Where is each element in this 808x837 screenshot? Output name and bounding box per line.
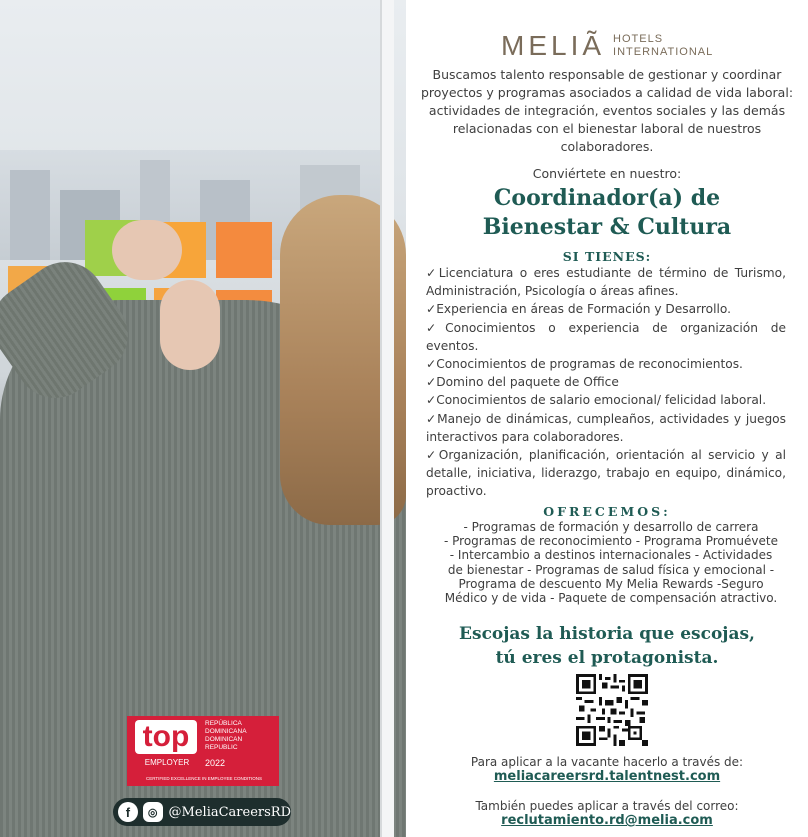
requirement-item: ✓Organización, planificación, orientación al servicio y al detalle, iniciativa, liderazgo, trabajo en equipo, dinámico, proactivo. — [426, 448, 786, 499]
role-title-line: Bienestar & Cultura — [482, 214, 732, 240]
email-link[interactable]: reclutamiento.rd@melia.com — [501, 813, 713, 828]
requirement-item: ✓Conocimientos o experiencia de organización de eventos. — [426, 320, 786, 353]
tagline-line: tú eres el protagonista. — [495, 648, 719, 668]
badge-country-line: REPUBLIC — [205, 744, 238, 751]
logo-subtitle — [613, 33, 713, 59]
offers-line: Médico y de vida - Paquete de compensación atractivo. — [444, 591, 778, 606]
facebook-icon[interactable]: f — [118, 802, 138, 822]
badge-country — [205, 720, 275, 752]
requirements-heading: SI TIENES: — [562, 249, 652, 264]
social-bar[interactable] — [113, 798, 291, 826]
badge-country-line: DOMINICANA — [205, 728, 247, 735]
sticky-note — [216, 222, 272, 278]
hand — [160, 280, 220, 370]
window-frame — [380, 0, 394, 837]
requirements-list — [426, 264, 786, 501]
requirement-item: ✓Licenciatura o eres estudiante de término de Turismo, Administración, Psicología o áreas afines. — [426, 266, 786, 299]
offers-line: Programa de descuento My Melia Rewards -Seguro — [458, 576, 764, 591]
badge-employer-text: EMPLOYER — [144, 758, 190, 767]
social-handle[interactable]: @MeliaCareersRD — [168, 804, 291, 820]
top-employer-badge — [127, 716, 279, 786]
offers-heading: OFRECEMOS: — [543, 504, 671, 519]
role-title-line: Coordinador(a) de — [493, 185, 721, 211]
logo-sub-line: HOTELS — [613, 33, 664, 45]
badge-year: 2022 — [205, 758, 226, 768]
offers-line: - Intercambio a destinos internacionales - Actividades — [449, 548, 773, 563]
requirement-item: ✓Conocimientos de programas de reconocimientos. — [426, 357, 743, 372]
logo-sub-line: INTERNATIONAL — [613, 46, 714, 58]
offers-list — [428, 520, 794, 605]
offers-line: de bienestar - Programas de salud física y emocional - — [447, 562, 775, 577]
instagram-icon[interactable]: ◎ — [143, 802, 163, 822]
become-text: Conviértete en nuestro: — [532, 166, 682, 181]
melia-logo — [501, 30, 713, 62]
offers-line: - Programas de reconocimiento - Programa Promuévete — [444, 534, 778, 549]
apply-link[interactable]: meliacareersrd.talentnest.com — [493, 769, 721, 784]
qr-code[interactable] — [576, 674, 648, 746]
badge-top-text: top — [135, 720, 197, 754]
apply-text: Para aplicar a la vacante hacerlo a través de: — [470, 755, 744, 769]
badge-country-line: REPÚBLICA — [205, 720, 242, 727]
badge-country-line: DOMINICAN — [205, 736, 243, 743]
logo-wordmark: MELIÃ — [501, 30, 606, 61]
requirement-item: ✓Conocimientos de salario emocional/ felicidad laboral. — [426, 393, 767, 408]
offers-line: - Programas de formación y desarrollo de carrera — [463, 520, 759, 534]
job-posting-panel — [406, 0, 808, 837]
requirement-item: ✓Manejo de dinámicas, cumpleaños, actividades y juegos interactivos para colaboradores. — [426, 411, 786, 444]
badge-certified-text: CERTIFIED EXCELLENCE IN EMPLOYEE CONDITIONS — [146, 776, 262, 781]
hand — [112, 220, 182, 280]
tagline — [406, 622, 808, 670]
requirement-item: ✓Domino del paquete de Office — [426, 375, 619, 390]
tagline-line: Escojas la historia que escojas, — [459, 624, 755, 644]
email-text: También puedes aplicar a través del correo: — [475, 799, 739, 813]
intro-text: Buscamos talento responsable de gestionar y coordinar proyectos y programas asociados a calidad de vida laboral: actividades de integración, eventos sociales y las demás relacionadas con el bienestar laboral de nuestros colaboradores. — [420, 67, 794, 154]
requirement-item: ✓Experiencia en áreas de Formación y Desarrollo. — [426, 302, 731, 317]
role-title — [406, 184, 808, 242]
